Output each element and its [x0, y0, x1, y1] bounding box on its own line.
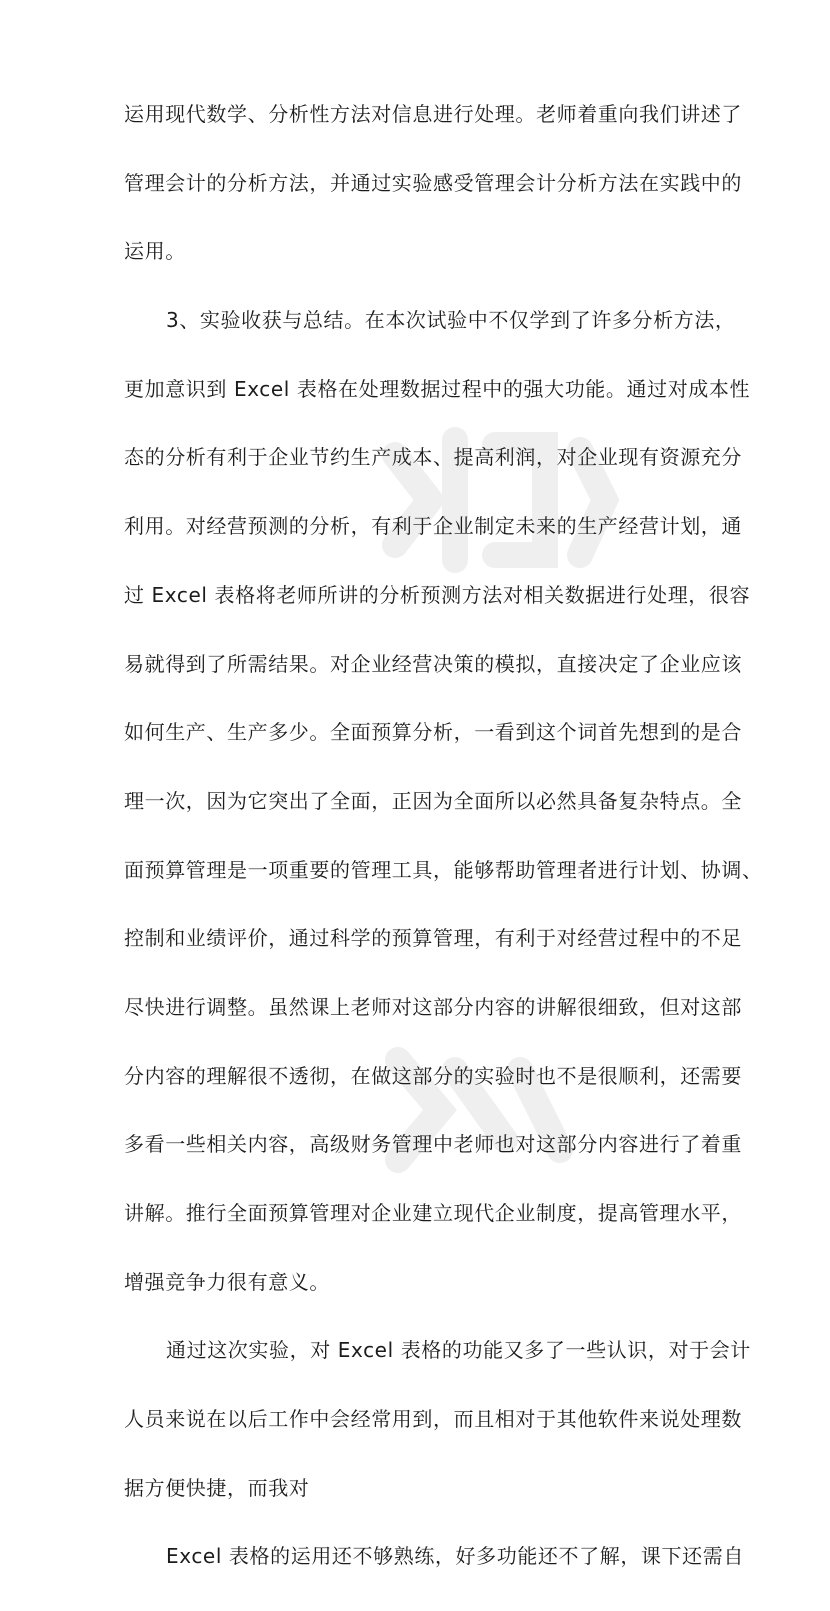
text-line-21: 据方便快捷，而我对: [124, 1475, 310, 1500]
text-line-6: 态的分析有利于企业节约生产成本、提高利润，对企业现有资源充分: [124, 445, 742, 470]
text-line-11: 理一次，因为它突出了全面，正因为全面所以必然具备复杂特点。全: [124, 788, 742, 813]
text-line-18: 增强竞争力很有意义。: [124, 1269, 330, 1294]
text-line-17: 讲解。推行全面预算管理对企业建立现代企业制度，提高管理水平，: [124, 1201, 742, 1225]
text-line-2: 管理会计的分析方法，并通过实验感受管理会计分析方法在实践中的: [124, 170, 742, 195]
text-line-16: 多看一些相关内容，高级财务管理中老师也对这部分内容进行了着重: [124, 1132, 742, 1157]
text-line-4: 3、实验收获与总结。在本次试验中不仅学到了许多分析方法，: [166, 308, 736, 333]
text-line-5: 更加意识到 Excel 表格在处理数据过程中的强大功能。通过对成本性: [124, 376, 751, 401]
document-body: [124, 100, 763, 1611]
text-line-10: 如何生产、生产多少。全面预算分析，一看到这个词首先想到的是合: [124, 720, 742, 745]
text-line-20: 人员来说在以后工作中会经常用到，而且相对于其他软件来说处理数: [124, 1407, 742, 1432]
text-line-8: 过 Excel 表格将老师所讲的分析预测方法对相关数据进行处理，很容: [124, 582, 751, 607]
text-line-14: 尽快进行调整。虽然课上老师对这部分内容的讲解很细致，但对这部: [124, 994, 742, 1019]
text-line-3: 运用。: [124, 239, 186, 264]
text-line-7: 利用。对经营预测的分析，有利于企业制定未来的生产经营计划，通: [124, 514, 742, 539]
text-line-22: Excel 表格的运用还不够熟练，好多功能还不了解，课下还需自: [166, 1544, 744, 1569]
text-line-12: 面预算管理是一项重要的管理工具，能够帮助管理者进行计划、协调、: [124, 857, 763, 882]
text-line-15: 分内容的理解很不透彻，在做这部分的实验时也不是很顺利，还需要: [124, 1063, 742, 1088]
text-line-1: 运用现代数学、分析性方法对信息进行处理。老师着重向我们讲述了: [124, 102, 742, 126]
text-line-13: 控制和业绩评价，通过科学的预算管理，有利于对经营过程中的不足: [124, 926, 742, 951]
text-line-9: 易就得到了所需结果。对企业经营决策的模拟，直接决定了企业应该: [124, 651, 742, 676]
text-line-19: 通过这次实验，对 Excel 表格的功能又多了一些认识，对于会计: [166, 1338, 751, 1363]
